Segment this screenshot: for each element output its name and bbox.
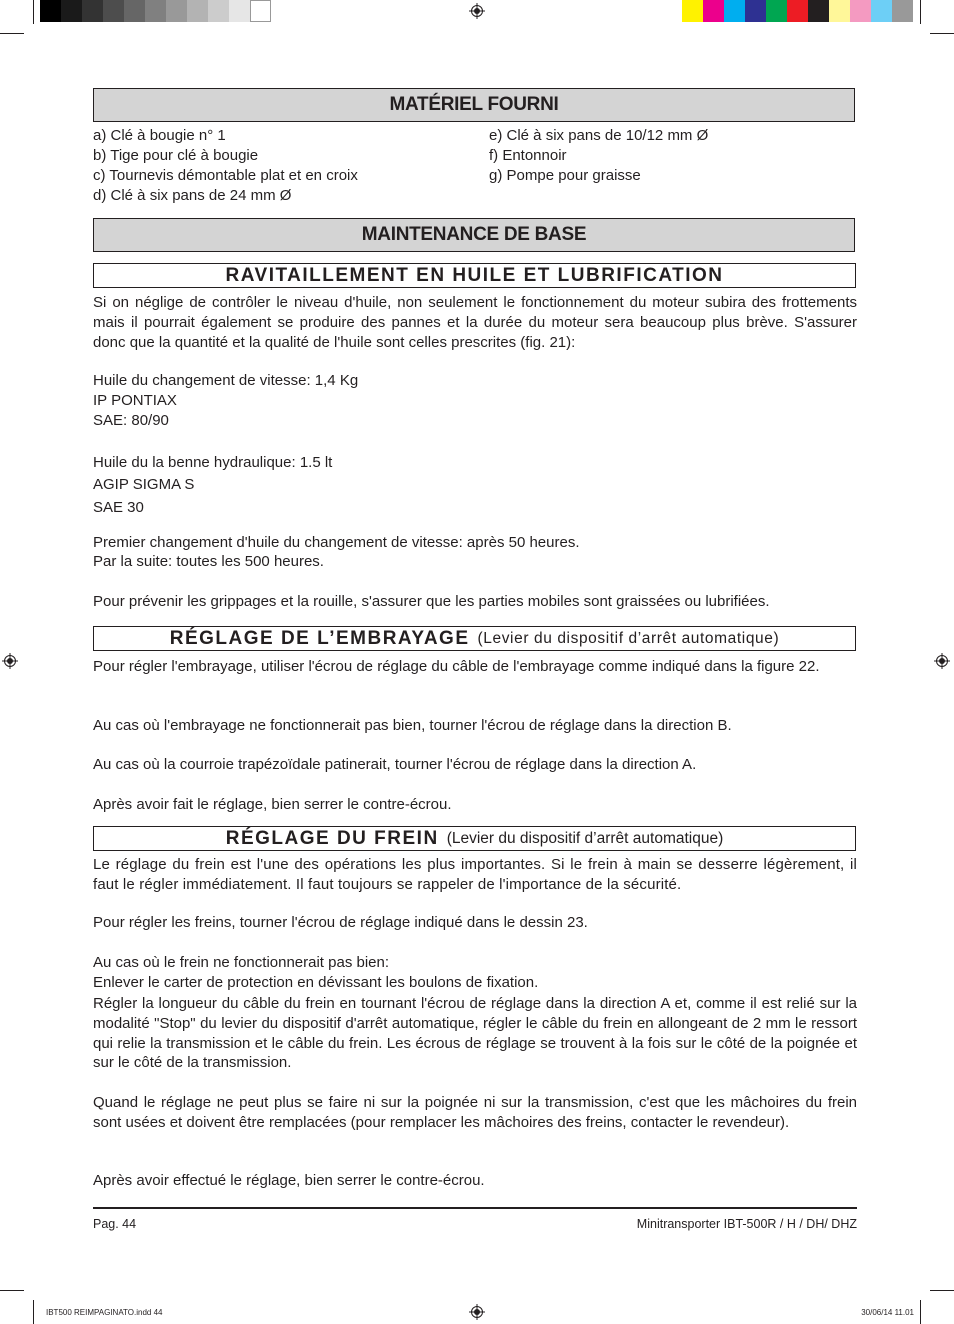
gray-swatch: [82, 0, 103, 22]
crop-mark-bottom-left-v: [33, 1300, 34, 1324]
spec-line: Huile du la benne hydraulique: 1.5 lt: [93, 454, 333, 471]
spec-line: SAE 30: [93, 499, 144, 516]
document-title: Minitransporter IBT-500R / H / DH/ DHZ: [636, 1217, 857, 1231]
paragraph: Le réglage du frein est l'une des opérations les plus importantes. Si le frein à main se desserre légèrement, il faut le régler immédiatement. Il faut toujours se rappeler de l'importance de la sécurité.: [93, 856, 857, 893]
color-calibration-strip: [682, 0, 913, 22]
crop-mark-bottom-left-h: [0, 1290, 24, 1291]
list-item: a) Clé à bougie n° 1: [93, 127, 226, 144]
color-swatch: [871, 0, 892, 22]
footer-rule: [93, 1207, 857, 1209]
list-item: d) Clé à six pans de 24 mm Ø: [93, 187, 292, 204]
list-item: f) Entonnoir: [489, 147, 567, 164]
spec-line: AGIP SIGMA S: [93, 476, 195, 493]
color-swatch: [682, 0, 703, 22]
slug-filename: IBT500 REIMPAGINATO.indd 44: [46, 1308, 163, 1317]
crop-mark-top-left-h: [0, 33, 24, 34]
gray-swatch: [187, 0, 208, 22]
section-heading-maintenance: MAINTENANCE DE BASE: [93, 218, 855, 252]
list-item: c) Tournevis démontable plat et en croix: [93, 167, 358, 184]
gray-swatch: [103, 0, 124, 22]
registration-mark-right-icon: [934, 653, 950, 669]
grayscale-calibration-strip: [40, 0, 271, 22]
paragraph-line: Au cas où l'embrayage ne fonctionnerait pas bien, tourner l'écrou de réglage dans la direction B.: [93, 717, 732, 734]
paragraph-line: Par la suite: toutes les 500 heures.: [93, 553, 324, 570]
section-heading-materiel: MATÉRIEL FOURNI: [93, 88, 855, 122]
registration-mark-bottom-icon: [469, 1304, 485, 1320]
paragraph: Régler la longueur du câble du frein en tournant l'écrou de réglage dans la direction A et, comme il est relié sur la modalité "Stop" du levier du dispositif d'arrêt automatique, régler le câble du frein en allongeant de 2 mm le ressort qui relie la transmission et le câble du frein. Les écrous de réglage se trouvent à la fois sur le côté de la poignée et sur le côté de la transmission.: [93, 995, 857, 1072]
heading-subtitle: (Levier du dispositif d’arrêt automatique): [446, 829, 724, 847]
gray-swatch: [124, 0, 145, 22]
page-number: Pag. 44: [93, 1217, 137, 1231]
paragraph-line: Au cas où le frein ne fonctionnerait pas bien:: [93, 954, 390, 971]
paragraph-line: Après avoir fait le réglage, bien serrer le contre-écrou.: [93, 796, 452, 813]
paragraph: Si on néglige de contrôler le niveau d'huile, non seulement le fonctionnement du moteur subira des frottements mais il pourrait également se produire des pannes et la durée du moteur sera beaucoup plus brève. S'assurer donc que la quantité et la qualité de l'huile sont celles prescrites (fig. 21):: [93, 294, 857, 351]
color-swatch: [808, 0, 829, 22]
color-swatch: [724, 0, 745, 22]
gray-swatch: [208, 0, 229, 22]
spec-line: Huile du changement de vitesse: 1,4 Kg: [93, 372, 359, 389]
paragraph-line: Après avoir effectué le réglage, bien serrer le contre-écrou.: [93, 1172, 485, 1189]
gray-swatch: [61, 0, 82, 22]
crop-mark-top-right-v: [920, 0, 921, 24]
subsection-heading-ravitaillement: RAVITAILLEMENT EN HUILE ET LUBRIFICATION: [93, 263, 856, 288]
crop-mark-bottom-right-h: [930, 1290, 954, 1291]
subsection-heading-frein: [93, 826, 856, 851]
list-item: b) Tige pour clé à bougie: [93, 147, 259, 164]
color-swatch: [745, 0, 766, 22]
crop-mark-top-left-v: [33, 0, 34, 24]
crop-mark-bottom-right-v: [920, 1300, 921, 1324]
paragraph-line: Enlever le carter de protection en dévissant les boulons de fixation.: [93, 974, 539, 991]
subsection-heading-embrayage: [93, 626, 856, 651]
registration-mark-top-icon: [469, 3, 485, 19]
slug-date: 30/06/14 11.01: [861, 1308, 914, 1317]
heading-subtitle: (Levier du dispositif d’arrêt automatique): [477, 629, 780, 647]
heading-title: RÉGLAGE DU FREIN: [225, 827, 439, 849]
paragraph-line: Pour régler les freins, tourner l'écrou de réglage indiqué dans le dessin 23.: [93, 914, 588, 931]
heading-title: RÉGLAGE DE L’EMBRAYAGE: [169, 627, 470, 649]
spec-line: IP PONTIAX: [93, 392, 177, 409]
crop-mark-top-right-h: [930, 33, 954, 34]
registration-mark-left-icon: [2, 653, 18, 669]
gray-swatch: [166, 0, 187, 22]
gray-swatch: [250, 0, 271, 22]
color-swatch: [829, 0, 850, 22]
paragraph: Quand le réglage ne peut plus se faire ni sur la poignée ni sur la transmission, c'est que les mâchoires du frein sont usées et doivent être remplacées (pour remplacer les mâchoires des freins, contacter le revendeur).: [93, 1094, 857, 1131]
gray-swatch: [145, 0, 166, 22]
list-item: g) Pompe pour graisse: [489, 167, 641, 184]
color-swatch: [766, 0, 787, 22]
color-swatch: [787, 0, 808, 22]
gray-swatch: [40, 0, 61, 22]
gray-swatch: [229, 0, 250, 22]
list-item: e) Clé à six pans de 10/12 mm Ø: [489, 127, 709, 144]
color-swatch: [703, 0, 724, 22]
spec-line: SAE: 80/90: [93, 412, 169, 429]
color-swatch: [850, 0, 871, 22]
color-swatch: [892, 0, 913, 22]
paragraph: Pour régler l'embrayage, utiliser l'écrou de réglage du câble de l'embrayage comme indiqué dans la figure 22.: [93, 658, 820, 675]
paragraph-line: Au cas où la courroie trapézoïdale patinerait, tourner l'écrou de réglage dans la direction A.: [93, 756, 697, 773]
paragraph-line: Pour prévenir les grippages et la rouille, s'assurer que les parties mobiles sont graissées ou lubrifiées.: [93, 593, 770, 610]
paragraph-line: Premier changement d'huile du changement de vitesse: après 50 heures.: [93, 534, 580, 551]
